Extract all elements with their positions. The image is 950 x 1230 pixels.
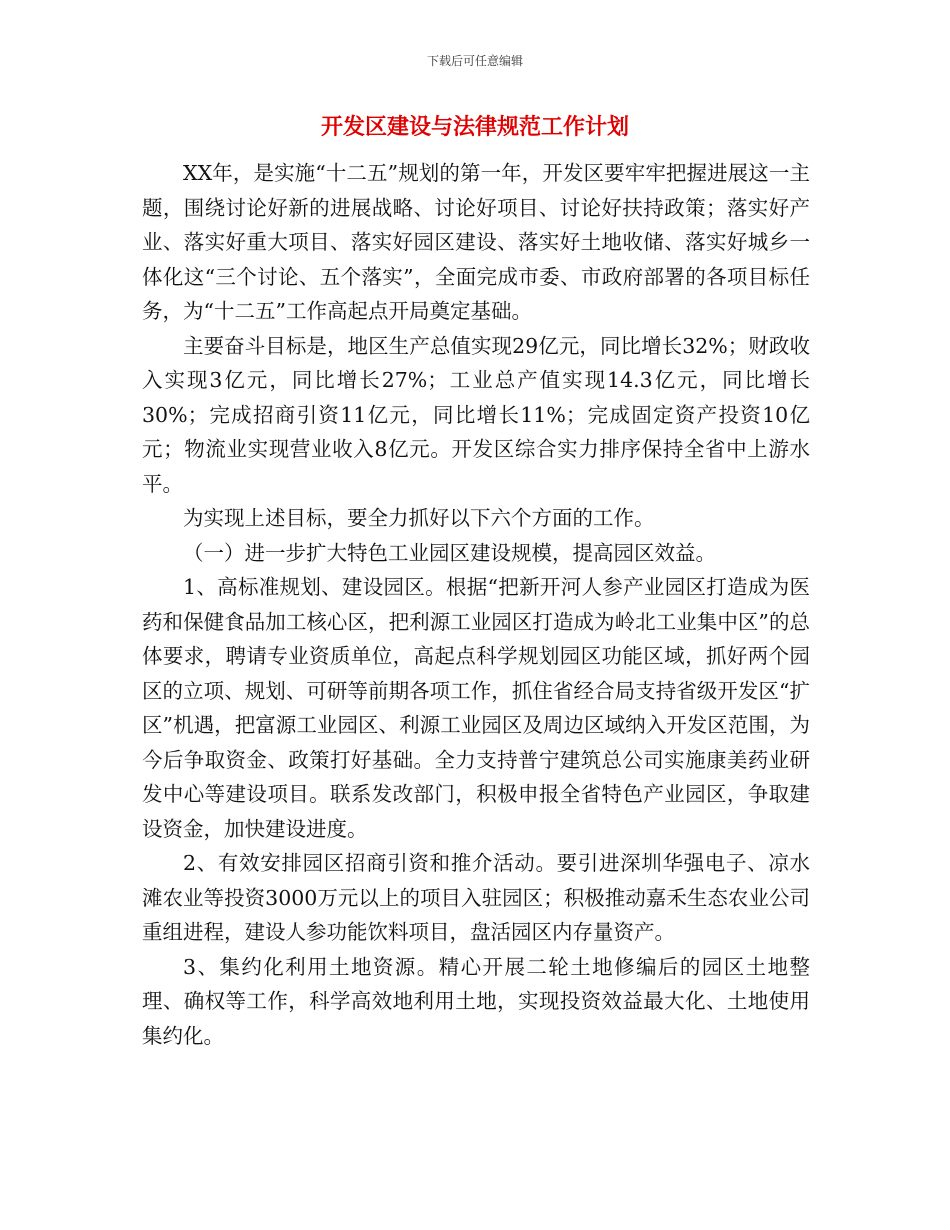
paragraph-six-aspects: 为实现上述目标，要全力抓好以下六个方面的工作。 — [183, 506, 655, 530]
document-title: 开发区建设与法律规范工作计划 — [320, 114, 629, 140]
document-body — [142, 156, 810, 1053]
paragraph-item-2: 2、有效安排园区招商引资和推介活动。要引进深圳华强电子、凉水滩农业等投资3000万元以上的项目入驻园区；积极推动嘉禾生态农业公司重组进程，建设人参功能饮料项目，盘活园区内存量资产。 — [142, 851, 810, 944]
paragraph-item-3: 3、集约化利用土地资源。精心开展二轮土地修编后的园区土地整理、确权等工作，科学高效地利用土地，实现投资效益最大化、土地使用集约化。 — [142, 954, 810, 1048]
paragraph-intro: XX年，是实施“十二五”规划的第一年，开发区要牢牢把握进展这一主题，围绕讨论好新的进展战略、讨论好项目、讨论好扶持政策；落实好产业、落实好重大项目、落实好园区建设、落实好土地收储、落实好城乡一体化这“三个讨论、五个落实”，全面完成市委、市政府部署的各项目标任务，为“十二五”工作高起点开局奠定基础。 — [142, 161, 810, 323]
paragraph-goals: 主要奋斗目标是，地区生产总值实现29亿元，同比增长32%；财政收入实现3亿元，同比增长27%；工业总产值实现14.3亿元，同比增长30%；完成招商引资11亿元，同比增长11%；完成固定资产投资10亿元；物流业实现营业收入8亿元。开发区综合实力排序保持全省中上游水平。 — [142, 333, 810, 496]
page-header-note: 下载后可任意编辑 — [426, 54, 523, 68]
paragraph-item-1: 1、高标准规划、建设园区。根据“把新开河人参产业园区打造成为医药和保健食品加工核心区，把利源工业园区打造成为岭北工业集中区”的总体要求，聘请专业资质单位，高起点科学规划园区功能区域，抓好两个园区的立项、规划、可研等前期各项工作，抓住省经合局支持省级开发区“扩区”机遇，把富源工业园区、利源工业园区及周边区域纳入开发区范围，为今后争取资金、政策打好基础。全力支持普宁建筑总公司实施康美药业研发中心等建设项目。联系发改部门，积极申报全省特色产业园区，争取建设资金，加快建设进度。 — [142, 575, 810, 841]
section-heading-1: （一）进一步扩大特色工业园区建设规模，提高园区效益。 — [183, 540, 716, 565]
